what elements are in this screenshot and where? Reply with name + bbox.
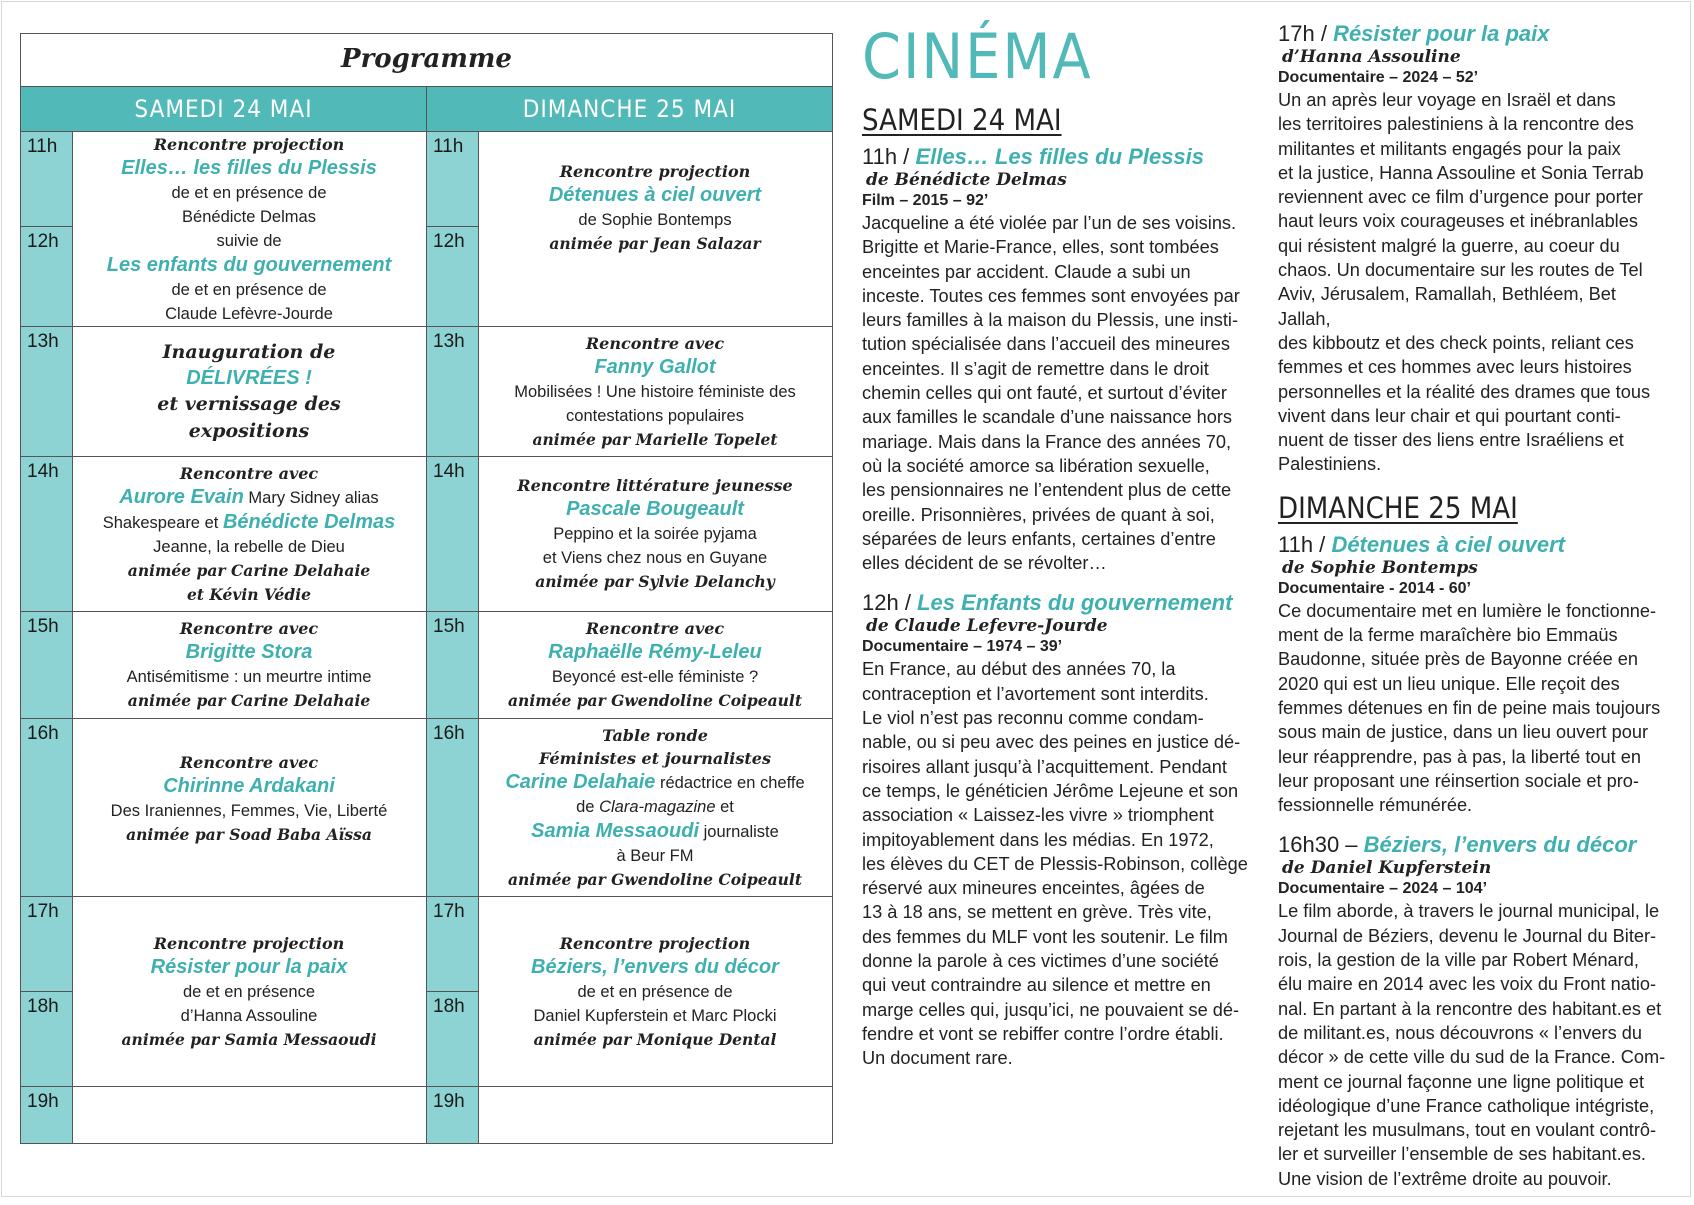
event-host: animée par Carine Delahaie <box>127 560 371 580</box>
event-host: animée par Monique Dental <box>533 1029 777 1049</box>
film-meta: Film – 2015 – 92’ <box>862 192 989 209</box>
synopsis-line: contraception et l’avortement sont interdits. <box>862 683 1209 704</box>
hour-label: 14h <box>427 456 478 611</box>
event-slot <box>72 896 426 1086</box>
event-slot <box>478 456 832 611</box>
film-synopsis <box>1278 599 1668 818</box>
synopsis-line: reviennent avec ce film d’urgence pour porter <box>1278 187 1643 208</box>
event-slot <box>478 896 832 1086</box>
synopsis-line: les élèves du CET de Plessis-Robinson, collège <box>862 853 1248 874</box>
synopsis-line: les pensionnaires ne l’entendent plus de cette <box>862 480 1232 501</box>
film-entry <box>1278 831 1668 1191</box>
synopsis-line: idéologique d’une France catholique intégriste, <box>1278 1095 1655 1116</box>
event-detail: suivie de <box>216 231 282 250</box>
event-guest: Daniel Kupferstein et Marc Plocki <box>533 1006 777 1025</box>
film-title: Résister pour la paix <box>1333 21 1550 46</box>
event-host: animée par Sylvie Delanchy <box>535 572 775 591</box>
event-slot <box>72 456 426 611</box>
event-detail: Shakespeare et <box>102 513 219 532</box>
film-heading <box>1278 831 1668 858</box>
film-title: Béziers, l’envers du décor <box>1363 832 1637 858</box>
event-host: animée par Gwendoline Coipeault <box>508 869 802 889</box>
synopsis-line: association « Laissez-les vivre » triomphent <box>862 805 1214 826</box>
event-guest: Bénédicte Delmas <box>182 207 316 226</box>
synopsis-line: Jacqueline a été violée par l’un de ses voisins. <box>862 213 1237 233</box>
film-entry <box>862 143 1252 575</box>
synopsis-line: leur proposant une réinsertion sociale et pro- <box>1278 770 1639 791</box>
saturday-heading: SAMEDI 24 MAI <box>21 87 426 132</box>
synopsis-line: chaos. Un documentaire sur les routes de Tel <box>1278 260 1643 281</box>
film-director: de Claude Lefevre-Jourde <box>866 616 1108 637</box>
event-title: Les enfants du gouvernement <box>106 253 392 276</box>
event-guest: Claude Lefèvre-Jourde <box>165 304 333 323</box>
synopsis-line: elles décident de se révolter… <box>862 553 1107 574</box>
event-detail: et Viens chez nous en Guyane <box>542 549 768 567</box>
synopsis-line: leurs familles à la maison du Plessis, une insti- <box>862 310 1239 331</box>
synopsis-line: Une vision de l’extrême droite au pouvoir. <box>1278 1168 1612 1189</box>
event-detail: de et en présence de <box>577 982 733 1001</box>
film-synopsis <box>862 211 1252 575</box>
event-guest: Pascale Bougeault <box>566 498 744 520</box>
hour-label: 14h <box>21 456 72 611</box>
synopsis-line: enceintes par accident. Claude a subi un <box>862 261 1191 282</box>
event-detail: et <box>720 797 734 816</box>
synopsis-line: oreille. Prisonnières, privées de quant à soi, <box>862 504 1215 525</box>
cinema-saturday <box>862 103 1252 1085</box>
hour-label: 11h <box>433 136 464 157</box>
event-host: animée par Gwendoline Coipeault <box>508 691 802 710</box>
synopsis-line: sous main de justice, dans un lieu ouvert pour <box>1278 722 1649 743</box>
event-detail: de et en présence de <box>171 183 327 202</box>
event-title: Elles… les filles du Plessis <box>121 156 377 179</box>
event-slot <box>478 718 832 896</box>
film-meta: Documentaire – 2024 – 52’ <box>1278 69 1479 86</box>
event-detail: journaliste <box>703 822 779 841</box>
synopsis-line: élu maire en 2014 avec les voix du Front natio- <box>1278 974 1657 995</box>
synopsis-line: inceste. Toutes ces femmes sont envoyées par <box>862 285 1240 306</box>
synopsis-line: marge celles qui, jusqu’ici, ne pouvaient se dé- <box>862 999 1240 1020</box>
film-heading <box>862 143 1252 170</box>
sunday-heading: DIMANCHE 25 MAI <box>427 87 832 132</box>
film-heading <box>862 589 1252 616</box>
event-type: Rencontre projection <box>559 162 751 181</box>
synopsis-line: leur réapprendre, pas à pas, la liberté tout en <box>1278 746 1641 767</box>
synopsis-line: qui veut contraindre au silence et mettre en <box>862 975 1211 996</box>
film-title: Elles… Les filles du Plessis <box>915 144 1205 169</box>
event-type: Rencontre avec <box>179 753 319 772</box>
event-slot <box>478 326 832 456</box>
event-detail: de Sophie Bontemps <box>578 211 732 229</box>
event-detail: Antisémitisme : un meurtre intime <box>126 668 372 686</box>
hour-label: 19h <box>21 1086 72 1143</box>
event-type: et vernissage des <box>157 392 341 415</box>
synopsis-line: militantes et militants engagés pour la paix <box>1278 138 1621 159</box>
film-time: 11h / <box>862 144 910 169</box>
film-heading <box>1278 531 1668 558</box>
synopsis-line: vivent dans leur chair et qui pourtant conti- <box>1278 405 1621 426</box>
event-detail: Clara-magazine <box>599 797 716 816</box>
synopsis-line: mariage. Mais dans la France des années 70, <box>862 431 1232 452</box>
synopsis-line: chemin celles qui ont fauté, et surtout d’éviter <box>862 383 1227 404</box>
film-meta: Documentaire - 2014 - 60’ <box>1278 579 1471 597</box>
film-entry <box>1278 20 1668 477</box>
event-host: animée par Jean Salazar <box>549 234 761 253</box>
hour-label: 12h <box>21 226 72 326</box>
event-type: Rencontre avec <box>585 619 725 638</box>
synopsis-line: réservé aux mineures enceintes, âgées de <box>862 878 1205 899</box>
event-slot <box>72 326 426 456</box>
synopsis-line: et la justice, Hanna Assouline et Sonia Terrab <box>1278 162 1644 183</box>
synopsis-line: qui résistent malgré la guerre, au coeur du <box>1278 235 1620 256</box>
event-type: Inauguration de <box>162 340 336 363</box>
event-guest: Carine Delahaie <box>505 770 656 793</box>
synopsis-line: fessionnelle rémunérée. <box>1278 795 1473 816</box>
synopsis-line: décor » de cette ville du sud de la France. Com- <box>1278 1047 1666 1068</box>
synopsis-line: nuent de tisser des liens entre Israéliens et <box>1278 430 1624 451</box>
event-type: Table ronde <box>602 725 708 745</box>
hour-label: 13h <box>427 326 478 456</box>
synopsis-line: donne la parole à ces victimes d’une société <box>862 951 1219 972</box>
synopsis-line: des femmes du MLF vont les soutenir. Le film <box>862 926 1228 947</box>
hour-label: 16h <box>427 718 478 896</box>
event-title: Béziers, l’envers du décor <box>531 955 779 978</box>
synopsis-line: Le viol n’est pas reconnu comme condam- <box>862 708 1204 729</box>
synopsis-line: femmes détenues en fin de peine mais toujours <box>1278 697 1661 718</box>
film-time: 16h30 – <box>1278 832 1358 858</box>
synopsis-line: haut leurs voix courageuses et inébranlables <box>1278 211 1638 232</box>
event-detail: de et en présence <box>182 982 316 1001</box>
event-detail: à Beur FM <box>616 846 694 865</box>
event-detail: contestations populaires <box>566 406 744 425</box>
event-detail: Des Iraniennes, Femmes, Vie, Liberté <box>110 802 388 820</box>
event-slot <box>478 132 832 326</box>
film-director: de Daniel Kupferstein <box>1282 858 1492 879</box>
event-slot <box>72 611 426 718</box>
synopsis-line: Un document rare. <box>862 1048 1013 1069</box>
event-title: Détenues à ciel ouvert <box>548 184 762 206</box>
event-guest: Fanny Gallot <box>594 355 716 378</box>
hour-label: 12h <box>427 226 478 326</box>
event-title: Résister pour la paix <box>150 955 348 978</box>
hour-label: 11h <box>27 136 58 157</box>
event-type: Rencontre littérature jeunesse <box>517 476 793 495</box>
event-guest: Bénédicte Delmas <box>222 510 396 533</box>
synopsis-line: impitoyablement dans les médias. En 1972, <box>862 829 1214 850</box>
programme-title: Programme <box>21 34 832 87</box>
event-title: DÉLIVRÉES ! <box>186 366 312 389</box>
film-synopsis <box>862 657 1252 1070</box>
synopsis-line: En France, au début des années 70, la <box>862 659 1176 680</box>
cinema-title: CINÉMA <box>862 20 1093 93</box>
day-heading: SAMEDI 24 MAI <box>862 103 1062 137</box>
programme-table <box>20 33 833 1144</box>
synopsis-line: personnelles et la réalité des drames que tous <box>1278 381 1651 402</box>
film-director: de Sophie Bontemps <box>1282 557 1478 578</box>
synopsis-line: ment de la ferme maraîchère bio Emmaüs <box>1278 625 1618 646</box>
synopsis-line: tution spécialisée dans l’accueil des mineures <box>862 334 1230 355</box>
synopsis-line: Le film aborde, à travers le journal municipal, le <box>1278 901 1660 922</box>
film-time: 17h / <box>1278 21 1327 46</box>
event-detail: Beyoncé est-elle féministe ? <box>551 668 759 686</box>
synopsis-line: rejetant les musulmans, tout en voulant contrô- <box>1278 1120 1657 1141</box>
synopsis-line: les territoires palestiniens à la rencontre des <box>1278 114 1634 135</box>
synopsis-line: où la société amorce sa libération sexuelle, <box>862 455 1210 476</box>
synopsis-line: femmes et ces hommes avec leurs histoires <box>1278 357 1632 378</box>
event-host: animée par Marielle Topelet <box>532 429 778 449</box>
synopsis-line: Un an après leur voyage en Israël et dans <box>1278 90 1616 110</box>
hour-label: 18h <box>427 991 478 1086</box>
event-type: Rencontre projection <box>153 933 345 953</box>
synopsis-line: 2020 qui est un lieu unique. Elle reçoit des <box>1278 673 1620 694</box>
event-guest: Brigitte Stora <box>185 641 313 663</box>
synopsis-line: enceintes. Il s’agit de remettre dans le droit <box>862 358 1209 379</box>
event-detail: Mary Sidney alias <box>248 488 379 507</box>
film-director: d’Hanna Assouline <box>1282 47 1461 67</box>
synopsis-line: ler et surveiller l’ensemble de ses habitant.es. <box>1278 1144 1646 1165</box>
event-detail: de et en présence de <box>171 280 327 299</box>
film-time: 12h / <box>862 590 911 616</box>
synopsis-line: fendre et vont se rebiffer contre l’ordre établi. <box>862 1023 1224 1044</box>
synopsis-line: Brigitte et Marie-France, elles, sont tombées <box>862 237 1219 258</box>
synopsis-line: ment ce journal façonne une ligne politique et <box>1278 1071 1645 1092</box>
cinema-right-column <box>1278 20 1668 1205</box>
hour-label: 18h <box>21 991 72 1086</box>
synopsis-line: aux familles le scandale d’une naissance hors <box>862 407 1233 428</box>
event-slot <box>72 718 426 896</box>
film-meta: Documentaire – 2024 – 104’ <box>1278 880 1488 898</box>
event-host: animée par Carine Delahaie <box>127 691 371 710</box>
event-type: Rencontre projection <box>559 933 751 953</box>
synopsis-line: Aviv, Jérusalem, Ramallah, Bethléem, Bet Jallah, <box>1278 284 1616 329</box>
film-director: de Bénédicte Delmas <box>866 170 1067 190</box>
synopsis-line: nal. En partant à la rencontre des habitant.es et <box>1278 998 1662 1019</box>
synopsis-line: Baudonne, située près de Bayonne créée en <box>1278 649 1638 670</box>
film-entry <box>862 589 1252 1070</box>
synopsis-line: rois, la gestion de la ville par Robert Ménard, <box>1278 950 1639 971</box>
hour-label: 13h <box>21 326 72 456</box>
event-type: Rencontre avec <box>585 333 725 353</box>
event-type: expositions <box>188 419 310 442</box>
synopsis-line: nable, ou si peu avec des peines en justice dé- <box>862 732 1241 753</box>
event-slot-empty <box>478 1086 832 1143</box>
hour-label: 15h <box>427 611 478 718</box>
event-slot-empty <box>72 1086 426 1143</box>
hour-label: 17h <box>21 896 72 991</box>
event-type: Rencontre projection <box>153 134 345 154</box>
event-host: animée par Samia Messaoudi <box>121 1029 377 1049</box>
film-synopsis <box>1278 88 1668 477</box>
film-synopsis <box>1278 899 1668 1191</box>
event-guest: Samia Messaoudi <box>531 819 700 842</box>
synopsis-line: des kibboutz et des check points, reliant ces <box>1278 332 1634 353</box>
synopsis-line: de militant.es, nous découvrons « l’envers du <box>1278 1022 1642 1043</box>
synopsis-line: 13 à 18 ans, se mettent en grève. Très vite, <box>862 902 1212 923</box>
synopsis-line: séparées de leurs enfants, certaines d’entre <box>862 528 1216 549</box>
event-detail: rédactrice en cheffe <box>660 773 805 792</box>
synopsis-line: risoires allant jusqu’à l’acquittement. Pendant <box>862 756 1227 777</box>
sunday-column <box>426 87 832 1143</box>
event-guest: d’Hanna Assouline <box>180 1006 318 1025</box>
hour-label: 15h <box>21 611 72 718</box>
film-title: Les Enfants du gouvernement <box>917 590 1233 616</box>
event-slot <box>478 611 832 718</box>
event-type: Rencontre avec <box>179 619 319 638</box>
saturday-column <box>21 87 426 1143</box>
film-entry <box>1278 531 1668 818</box>
event-host: animée par Soad Baba Aïssa <box>126 825 372 844</box>
film-meta: Documentaire – 1974 – 39’ <box>862 638 1063 656</box>
synopsis-line: Ce documentaire met en lumière le fonctionne- <box>1278 600 1657 621</box>
event-host: et Kévin Védie <box>186 584 312 604</box>
event-type: Féministes et journalistes <box>539 748 771 768</box>
event-guest: Raphaëlle Rémy-Leleu <box>548 641 762 663</box>
event-type: Rencontre avec <box>179 463 319 483</box>
event-guest: Aurore Evain <box>119 485 244 508</box>
day-heading: DIMANCHE 25 MAI <box>1278 490 1518 525</box>
event-detail: Mobilisées ! Une histoire féministe des <box>514 382 796 401</box>
hour-label: 19h <box>427 1086 478 1143</box>
film-time: 11h / <box>1278 531 1326 557</box>
film-heading <box>1278 20 1668 47</box>
event-detail: de <box>576 797 595 816</box>
synopsis-line: ce temps, le généticien Jérôme Lejeune et son <box>862 780 1239 801</box>
synopsis-line: Palestiniens. <box>1278 454 1382 475</box>
event-slot <box>72 132 426 326</box>
hour-label: 16h <box>21 718 72 896</box>
event-detail: Peppino et la soirée pyjama <box>553 525 757 543</box>
event-guest: Chirinne Ardakani <box>163 775 335 797</box>
event-detail: Jeanne, la rebelle de Dieu <box>153 537 345 556</box>
synopsis-line: Journal de Béziers, devenu le Journal du Biter- <box>1278 925 1657 946</box>
hour-label: 17h <box>427 896 478 991</box>
film-title: Détenues à ciel ouvert <box>1331 531 1565 557</box>
